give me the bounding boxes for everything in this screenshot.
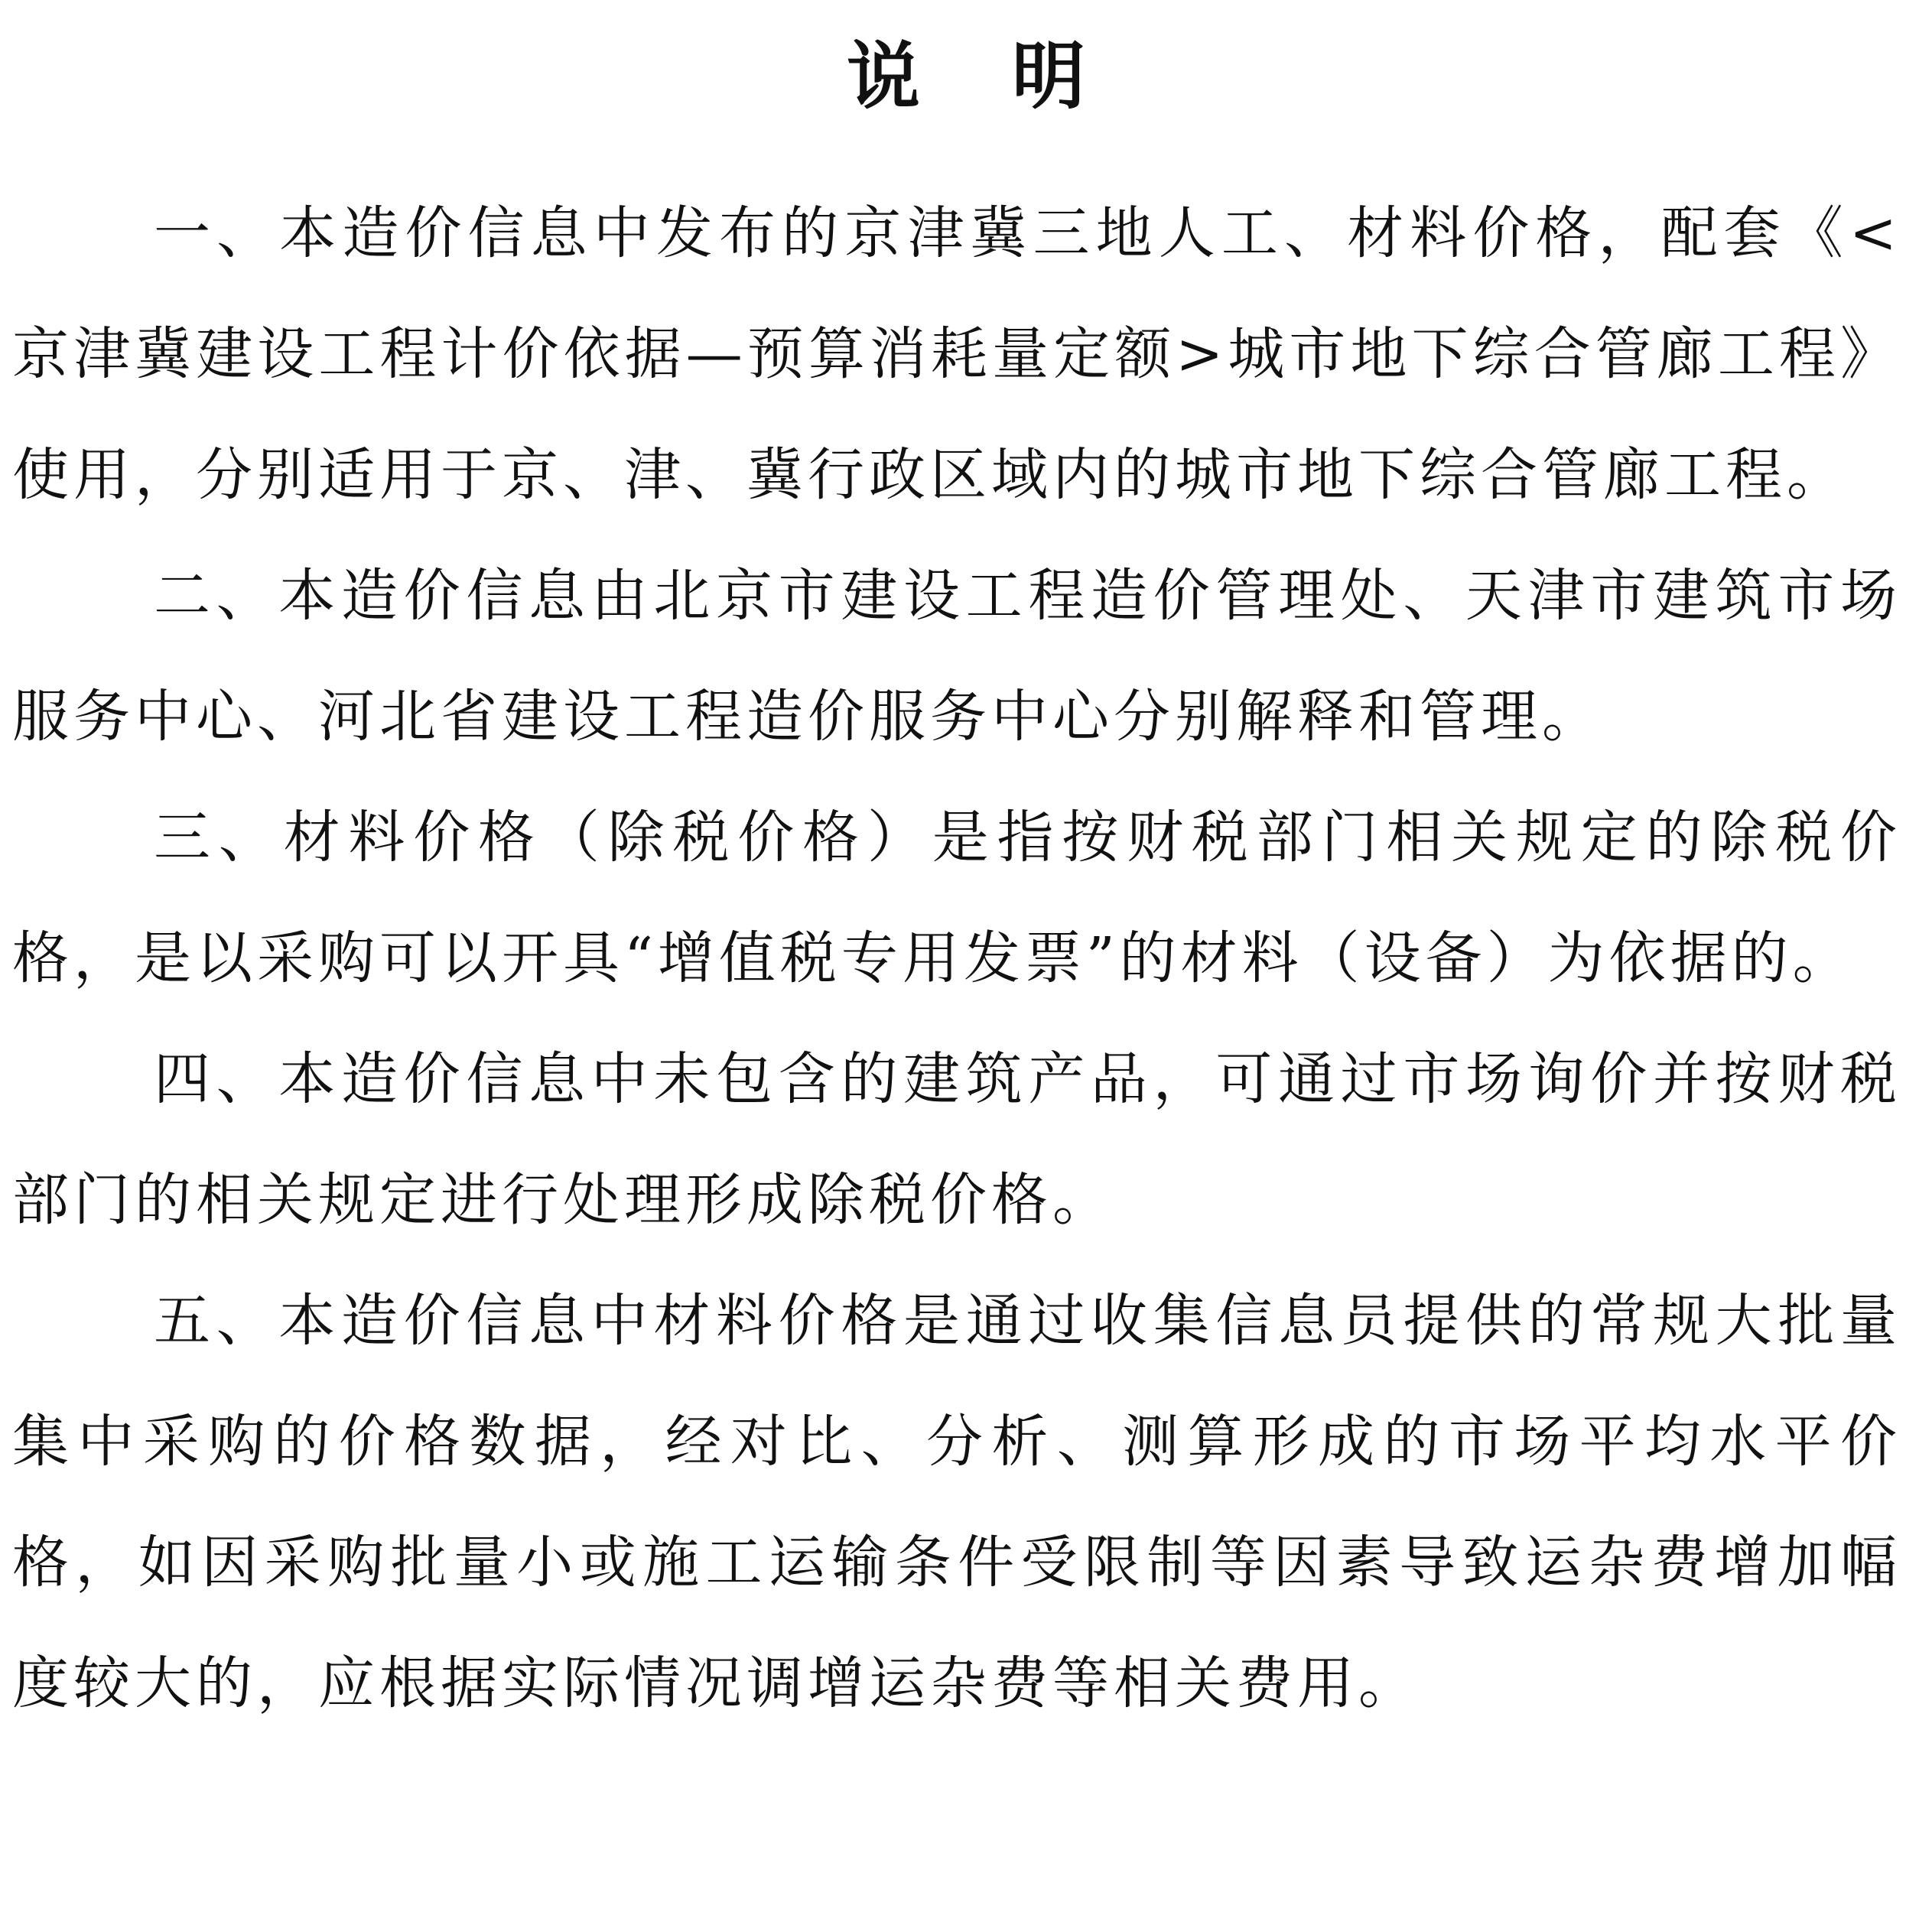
paragraph-1: 一、本造价信息中发布的京津冀三地人工、材料价格，配套《<京津冀建设工程计价依据—预算消耗量定额>城市地下综合管廊工程》使用，分别适用于京、津、冀行政区域内的城市地下综合管廊工程。 — [12, 200, 1901, 508]
paragraph-5: 五、本造价信息中材料价格是通过收集信息员提供的常规大批量集中采购的价格数据，经对比、分析、测算形成的市场平均水平价格，如因采购批量小或施工运输条件受限制等因素导致运杂费增加幅度较大的，应根据实际情况调增运杂费等相关费用。 — [12, 1288, 1901, 1716]
page-title: 说明 — [847, 34, 1177, 119]
paragraph-2: 二、本造价信息由北京市建设工程造价管理处、天津市建筑市场服务中心、河北省建设工程造价服务中心分别解释和管理。 — [12, 563, 1901, 750]
paragraph-3: 三、材料价格（除税价格）是指按财税部门相关规定的除税价格，是以采购可以开具“增值税专用发票”的材料（设备）为依据的。 — [12, 805, 1901, 991]
paragraph-4: 四、本造价信息中未包含的建筑产品，可通过市场询价并按财税部门的相关规定进行处理形成除税价格。 — [12, 1046, 1901, 1233]
document-body — [12, 173, 1901, 1744]
